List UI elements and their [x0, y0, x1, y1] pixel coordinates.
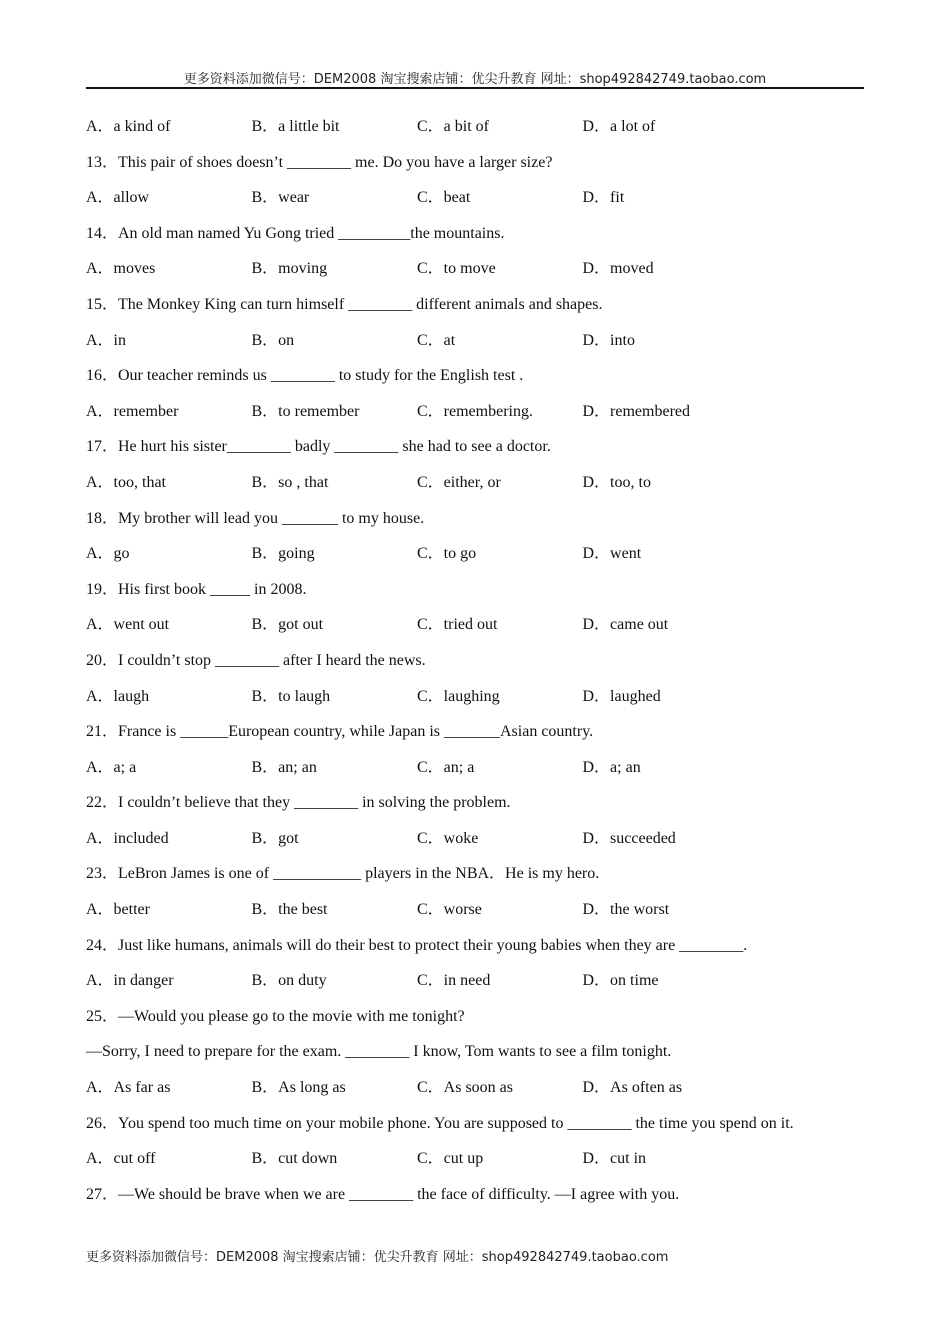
question-text: 16．Our teacher reminds us ________ to study for the English test .	[86, 367, 524, 385]
option-c: C．at	[417, 331, 456, 349]
option-d: D．went	[582, 545, 642, 563]
question-list	[86, 109, 864, 1212]
question-text: 24．Just like humans, animals will do their best to protect their young babies when they are ________.	[86, 936, 748, 954]
option-a: A．went out	[86, 616, 170, 634]
option-b: B．to laugh	[251, 687, 331, 705]
page-footer: 更多资料添加微信号：DEM2008 淘宝搜索店铺：优尖升教育 网址：shop492842749.taobao.com	[86, 1250, 669, 1265]
option-d: D．remembered	[582, 402, 691, 420]
option-c: C．a bit of	[417, 118, 489, 135]
option-a: A．better	[86, 901, 150, 919]
option-c: C．worse	[417, 901, 482, 919]
question-text: 21．France is ______European country, while Japan is _______Asian country.	[86, 723, 594, 741]
option-d: D．on time	[582, 972, 659, 990]
option-b: B．to remember	[251, 402, 360, 420]
option-d: D．a lot of	[582, 118, 656, 135]
option-b: B．on duty	[251, 972, 327, 990]
option-b: B．an; an	[251, 758, 317, 776]
option-a: A．in	[86, 331, 127, 349]
option-a: A．a kind of	[86, 118, 171, 135]
option-d: D．too, to	[582, 473, 651, 491]
option-b: B．cut down	[251, 1150, 338, 1168]
question-text: 26．You spend too much time on your mobile phone. You are supposed to ________ the time you spend on it.	[86, 1114, 794, 1132]
option-d: D．succeeded	[582, 829, 676, 847]
option-c: C．woke	[417, 829, 479, 847]
question-text: —Sorry, I need to prepare for the exam. ________ I know, Tom wants to see a film tonight.	[86, 1043, 672, 1061]
option-a: A．cut off	[86, 1150, 156, 1168]
option-b: B．wear	[251, 189, 310, 207]
answer-options	[86, 1070, 864, 1106]
option-b: B．As long as	[251, 1079, 346, 1097]
page-header: 更多资料添加微信号：DEM2008 淘宝搜索店铺：优尖升教育 网址：shop492842749.taobao.com	[183, 72, 767, 87]
option-a: A．too, that	[86, 473, 166, 491]
question-text: 25．—Would you please go to the movie with me tonight?	[86, 1007, 465, 1025]
option-c: C．tried out	[417, 616, 498, 634]
option-d: D．As often as	[582, 1079, 683, 1097]
answer-options	[86, 394, 864, 430]
option-d: D．a; an	[582, 758, 641, 776]
option-a: A．allow	[86, 189, 150, 207]
answer-options	[86, 750, 864, 786]
answer-options	[86, 536, 864, 572]
answer-options	[86, 109, 864, 145]
answer-options	[86, 963, 864, 999]
option-c: C．cut up	[417, 1150, 484, 1168]
option-b: B．going	[251, 545, 315, 563]
option-d: D．came out	[582, 616, 669, 634]
option-b: B．got	[251, 829, 299, 847]
question-text: 20．I couldn’t stop ________ after I heard the news.	[86, 651, 426, 669]
option-c: C．beat	[417, 189, 471, 207]
option-c: C．in need	[417, 972, 491, 990]
question-text: 22．I couldn’t believe that they ________ in solving the problem.	[86, 794, 511, 812]
option-a: A．laugh	[86, 687, 150, 705]
answer-options	[86, 892, 864, 928]
option-a: A．remember	[86, 402, 179, 420]
option-a: A．included	[86, 829, 169, 847]
option-c: C．either, or	[417, 473, 501, 491]
answer-options	[86, 323, 864, 359]
answer-options	[86, 180, 864, 216]
question-text: 27．—We should be brave when we are ________ the face of difficulty. —I agree with you.	[86, 1185, 680, 1203]
answer-options	[86, 821, 864, 857]
option-c: C．As soon as	[417, 1079, 514, 1097]
option-c: C．remembering.	[417, 402, 533, 420]
option-b: B．the best	[251, 901, 328, 919]
option-b: B．got out	[251, 616, 324, 634]
question-text: 17．He hurt his sister________ badly ________ she had to see a doctor.	[86, 438, 551, 456]
header-divider	[86, 87, 864, 89]
option-d: D．the worst	[582, 901, 670, 919]
answer-options	[86, 251, 864, 287]
question-text: 13．This pair of shoes doesn’t ________ me. Do you have a larger size?	[86, 153, 553, 171]
answer-options	[86, 1141, 864, 1177]
option-c: C．to move	[417, 260, 496, 278]
option-b: B．a little bit	[251, 118, 340, 135]
option-c: C．an; a	[417, 758, 475, 776]
option-c: C．laughing	[417, 687, 500, 705]
answer-options	[86, 465, 864, 501]
answer-options	[86, 607, 864, 643]
option-b: B．so , that	[251, 473, 329, 491]
option-d: D．moved	[582, 260, 654, 278]
option-a: A．a; a	[86, 758, 137, 776]
option-a: A．As far as	[86, 1079, 171, 1097]
option-d: D．into	[582, 331, 635, 349]
option-c: C．to go	[417, 545, 477, 563]
question-text: 19．His first book _____ in 2008.	[86, 580, 307, 598]
option-a: A．in danger	[86, 972, 174, 990]
option-b: B．moving	[251, 260, 328, 278]
option-d: D．cut in	[582, 1150, 647, 1168]
question-text: 14．An old man named Yu Gong tried _________the mountains.	[86, 224, 505, 242]
option-a: A．go	[86, 545, 130, 563]
question-text: 15．The Monkey King can turn himself ________ different animals and shapes.	[86, 295, 603, 313]
question-text: 23．LeBron James is one of ___________ players in the NBA．He is my hero.	[86, 865, 600, 883]
option-a: A．moves	[86, 260, 156, 278]
option-b: B．on	[251, 331, 295, 349]
question-text: 18．My brother will lead you _______ to my house.	[86, 509, 425, 527]
option-d: D．laughed	[582, 687, 661, 705]
answer-options	[86, 679, 864, 715]
option-d: D．fit	[582, 189, 625, 207]
